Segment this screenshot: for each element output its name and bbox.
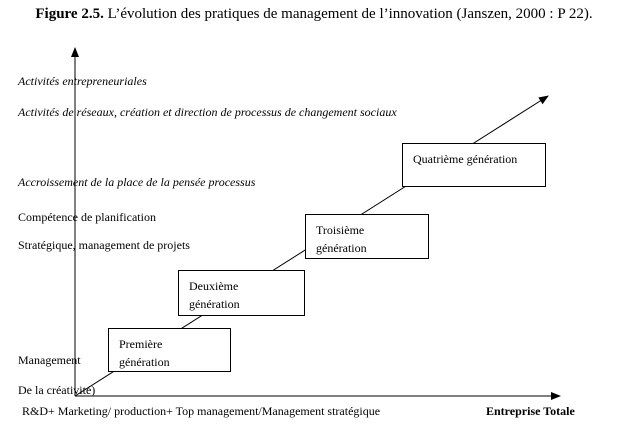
- box-fourth-generation: [402, 143, 546, 187]
- box-second-line1: Deuxième: [189, 279, 239, 293]
- x-axis-label-right: Entreprise Totale: [486, 404, 575, 418]
- label-networks: Activités de réseaux, création et direction de processus de changement sociaux: [18, 105, 397, 119]
- label-strategic: Stratégique, management de projets: [18, 238, 190, 252]
- box-second-generation: [178, 270, 305, 316]
- box-third-generation: [305, 214, 429, 259]
- figure-label: Figure 2.5.: [35, 6, 104, 22]
- label-entrepreneurial: Activités entrepreneuriales: [18, 74, 147, 88]
- box-second-line2: génération: [189, 297, 240, 311]
- x-axis-label-left: R&D+ Marketing/ production+ Top management/Management stratégique: [22, 404, 381, 418]
- box-third-line2: génération: [316, 241, 367, 255]
- box-first-generation: [108, 328, 231, 372]
- box-first-line1: Première: [119, 337, 163, 351]
- label-process: Accroissement de la place de la pensée processus: [18, 175, 256, 189]
- label-management: Management: [18, 353, 81, 367]
- figure-title: L’évolution des pratiques de management de l’innovation (Janszen, 2000 : P 22).: [103, 6, 593, 22]
- label-planning: Compétence de planification: [18, 210, 156, 224]
- label-creativity: De la créativité): [18, 383, 96, 397]
- box-third-line1: Troisième: [316, 223, 365, 237]
- box-fourth-line1: Quatrième génération: [413, 152, 518, 166]
- box-first-line2: génération: [119, 355, 170, 369]
